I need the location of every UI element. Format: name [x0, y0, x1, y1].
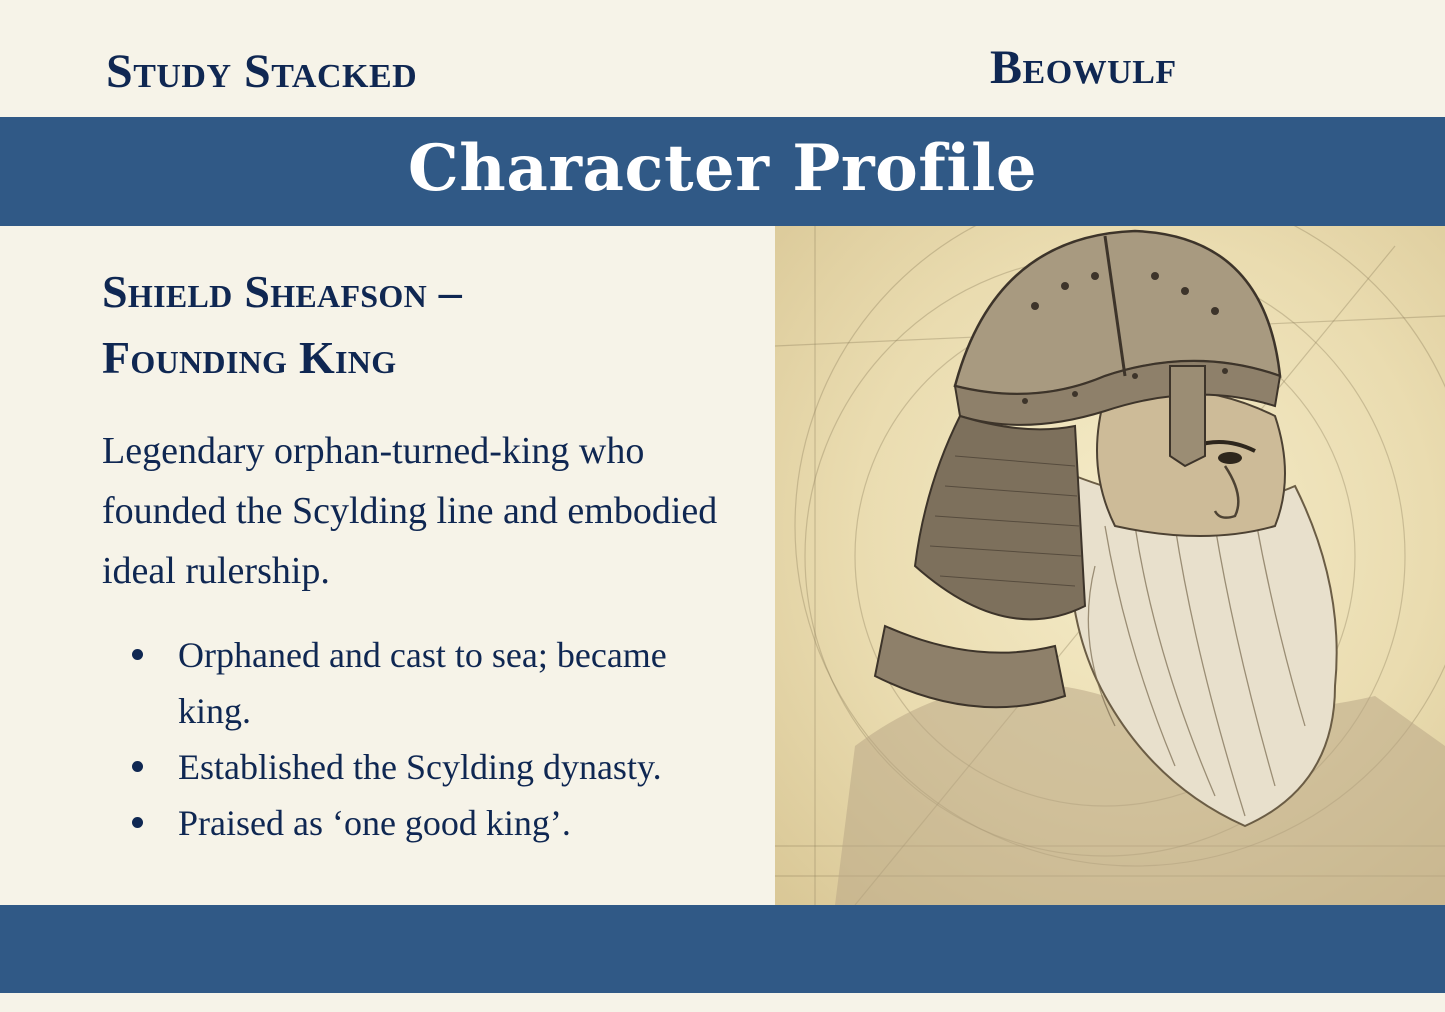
title-banner	[0, 117, 1445, 226]
book-title: Beowulf	[990, 41, 1177, 94]
list-item	[102, 627, 718, 739]
profile-text-panel	[102, 226, 762, 851]
character-name	[102, 259, 762, 391]
character-facts-list	[102, 627, 762, 851]
list-item	[102, 795, 718, 851]
character-name-line1: Shield Sheafson –	[102, 266, 463, 317]
warrior-portrait-illustration	[775, 226, 1445, 905]
bullet-icon	[132, 761, 143, 772]
fact-text: Established the Scylding dynasty.	[178, 747, 662, 787]
character-name-line2: Founding King	[102, 332, 397, 383]
character-portrait	[775, 226, 1445, 905]
fact-text: Orphaned and cast to sea; became king.	[178, 635, 667, 731]
footer-bar	[0, 905, 1445, 993]
fact-text: Praised as ‘one good king’.	[178, 803, 571, 843]
brand-title: Study Stacked	[106, 45, 418, 98]
list-item	[102, 739, 718, 795]
character-summary: Legendary orphan-turned-king who founded the Scylding line and embodied ideal rulership.	[102, 430, 718, 592]
bullet-icon	[132, 817, 143, 828]
page-title: Character Profile	[407, 131, 1038, 206]
bullet-icon	[132, 649, 143, 660]
